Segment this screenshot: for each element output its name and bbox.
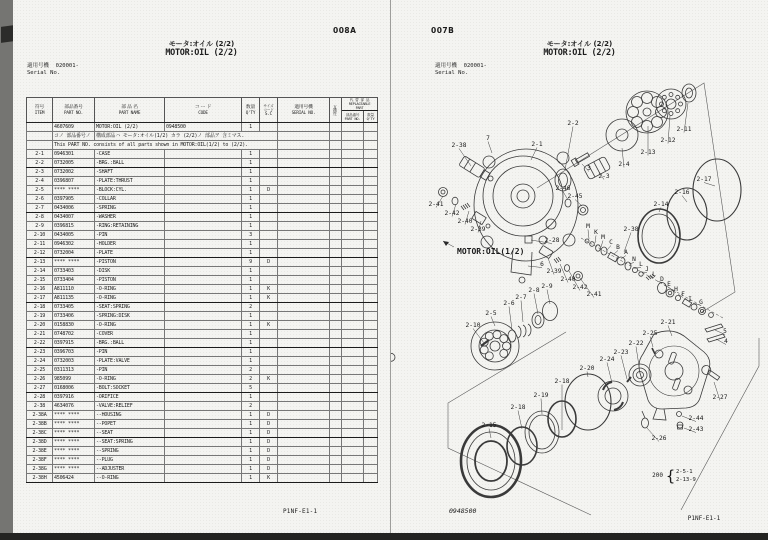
label-leader-line — [636, 347, 639, 367]
table-row: 2-25 0311313 -PIN 2 — [27, 366, 378, 375]
part-label: 2-42 — [572, 284, 588, 291]
part-label: 2-38 — [623, 226, 639, 233]
table-row: コノ 部品番号ノ 構成部品ハ モータ:オイル(1/2) カラ (2/2)ノ 部品ヲ 含ミマス. — [27, 132, 378, 141]
table-row: This PART NO. consists of all parts shown in MOTOR:OIL(1/2) to (2/2). — [27, 141, 378, 150]
col-interchangeability: 互換性 — [330, 98, 342, 123]
table-row: 2-38E **** **** --SPRING 1 D — [27, 447, 378, 456]
part-label: 2-16 — [674, 189, 690, 196]
part-label: 2-20 — [579, 365, 595, 372]
part-label: 5 — [723, 328, 727, 335]
table-row: 2-13 **** **** -PISTON 9 D — [27, 258, 378, 267]
table-row: 2-19 0733406 -SPRING:DISK 1 — [27, 312, 378, 321]
part-label: 7 — [486, 135, 490, 142]
part-label: J — [645, 266, 649, 273]
table-row: 2-38F **** **** --PLUG 1 D — [27, 456, 378, 465]
part-label: N — [632, 256, 636, 263]
valve-internals-drawing — [581, 238, 723, 318]
table-row: 2-2 0732005 -BRG.:BALL 1 — [27, 159, 378, 168]
shaft-parts-drawing — [555, 119, 638, 191]
part-label: K — [594, 229, 598, 236]
part-label: 2-39 — [470, 226, 486, 233]
part-label: 2-18 — [554, 378, 570, 385]
large-orings-drawing — [638, 159, 741, 263]
serial-label-en: Serial No. — [435, 70, 469, 76]
table-row: 2-5 **** **** -BLOCK:CYL. 1 D — [27, 186, 378, 195]
note-prefix: 200 — [652, 472, 663, 479]
part-label: 2-4 — [618, 161, 630, 168]
part-label: I — [688, 296, 692, 303]
parts-table-body — [27, 123, 378, 483]
table-row: 2-23 0396703 -PIN 1 — [27, 348, 378, 357]
note-200 — [652, 467, 696, 485]
serial-label-jp: 適用号機 — [27, 63, 50, 69]
cover-drawing — [639, 324, 725, 429]
part-label: 2-38 — [451, 142, 467, 149]
table-row: 2-10 0434005 -PIN 3 — [27, 231, 378, 240]
table-row: 2-4 0396807 -PLATE:THRUST 1 — [27, 177, 378, 186]
part-label: 2-40 — [560, 276, 576, 283]
label-leader-line — [575, 200, 582, 207]
part-label: 2-24 — [599, 356, 615, 363]
part-label: 2-18 — [510, 404, 526, 411]
right-footer-code: P1NF-E1-1 — [687, 515, 721, 522]
label-leader-line — [518, 411, 522, 430]
frame-lines — [448, 83, 759, 515]
serial-value: 020001- — [55, 63, 79, 69]
drawing-number: 0948500 — [449, 507, 477, 515]
part-label: 2-5 — [485, 310, 497, 317]
part-label: 2-19 — [533, 392, 549, 399]
right-page — [390, 0, 768, 533]
label-leader-line — [534, 294, 538, 315]
label-leader-line — [601, 241, 603, 248]
part-label: 2-1 — [531, 141, 543, 148]
part-label: D — [660, 276, 664, 283]
label-leader-line — [489, 429, 491, 439]
part-label: L — [639, 261, 643, 268]
part-label: 2-10 — [465, 322, 481, 329]
label-leader-line — [521, 301, 523, 323]
cylinder-block-drawing — [391, 302, 558, 371]
table-row: 2-6 0397905 -COLLAR 1 — [27, 195, 378, 204]
label-leader-line — [595, 236, 596, 244]
col-size-code: サイズ コード S.C — [260, 98, 278, 123]
col-part-no: 部品番号 PART NO. — [53, 98, 95, 123]
note-line1: 2-5-1 — [676, 469, 693, 475]
right-title-en: MOTOR:OIL (2/2) — [543, 48, 616, 58]
diagram-labels — [429, 103, 729, 442]
part-label: 2-44 — [688, 415, 704, 422]
part-label: 2-42 — [444, 210, 460, 217]
part-label: 2-41 — [586, 291, 602, 298]
serial-label-jp: 適用号機 — [435, 63, 458, 69]
label-leader-line — [607, 363, 612, 384]
part-label: 2-26 — [651, 435, 667, 442]
left-page — [13, 0, 390, 533]
col-code: コ ー ド CODE — [165, 98, 242, 123]
table-row: 2-3 0732002 -SHAFT 1 — [27, 168, 378, 177]
part-label: 2-22 — [628, 340, 644, 347]
part-label: 2-39 — [546, 268, 562, 275]
col-item: 符号 ITEM — [27, 98, 53, 123]
table-row: 2-8 0434007 -WASHER 1 — [27, 213, 378, 222]
label-leader-line — [607, 246, 611, 251]
label-leader-line — [491, 317, 495, 327]
table-row: 2-20 0158830 -O-RING 1 K — [27, 321, 378, 330]
table-row: 2-38B **** **** --POPET 1 D — [27, 420, 378, 429]
label-leader-line — [459, 149, 471, 167]
part-label: 2-3 — [598, 173, 610, 180]
col-replaceable-part: 代 替 部 品 REPLACEABLE PART — [342, 98, 378, 111]
table-row: 2-7 0434006 -SPRING 1 — [27, 204, 378, 213]
part-label: 2-9 — [541, 283, 553, 290]
table-row: 2-38C **** **** --SEAT 1 D — [27, 429, 378, 438]
label-leader-line — [565, 127, 573, 171]
part-label: B — [616, 244, 620, 251]
label-leader-line — [704, 183, 715, 187]
parts-table-header — [27, 98, 378, 123]
left-footer-code: P1NF-E1-1 — [283, 508, 318, 515]
left-page-code: 008A — [333, 26, 357, 35]
col-repl-part-no: 部品番号 PART NO. — [342, 111, 364, 123]
table-row: 2-26 985099 -O-RING 2 K — [27, 375, 378, 384]
table-row: 2-14 0733403 -DISK 1 — [27, 267, 378, 276]
table-row: 2-28 0397916 -ORIFICE 1 — [27, 393, 378, 402]
part-label: 2-28 — [544, 237, 560, 244]
part-label: A — [624, 249, 628, 256]
label-leader-line — [682, 196, 687, 203]
label-leader-line — [541, 399, 542, 415]
part-label: C — [609, 239, 613, 246]
part-label: 2-15 — [481, 422, 497, 429]
part-label: 2-11 — [676, 126, 692, 133]
part-label: E — [667, 281, 671, 288]
exploded-diagram — [391, 0, 768, 533]
col-qty: 数量 Q'TY — [242, 98, 260, 123]
table-row: 2-16 A811110 -O-RING 1 K — [27, 285, 378, 294]
table-row: 2-9 0396815 -RING:RETAINING 1 — [27, 222, 378, 231]
right-title-jp: モータ:オイル (2/2) — [546, 40, 613, 48]
left-serial-block — [27, 63, 79, 77]
serial-label-en: Serial No. — [27, 70, 61, 76]
label-leader-line — [588, 230, 589, 240]
page-bottom-edge — [0, 533, 768, 540]
part-label: 2-6 — [503, 300, 515, 307]
col-repl-qty: 数量 Q'TY — [364, 111, 378, 123]
table-row: 2-38A **** **** --HOUSING 1 D — [27, 411, 378, 420]
part-label: 2-8 — [528, 287, 540, 294]
part-label: M — [601, 234, 605, 241]
part-label: 2-17 — [696, 176, 712, 183]
left-title-en: MOTOR:OIL (2/2) — [165, 48, 238, 58]
parts-table — [26, 97, 378, 483]
table-row: 2-15 0733404 -PISTON 1 — [27, 276, 378, 285]
part-label: 4 — [724, 338, 728, 345]
label-leader-line — [614, 251, 618, 255]
table-row: 2-21 0748702 -COVER 1 — [27, 330, 378, 339]
table-row: 2-11 0946302 -HOLDER 1 — [27, 240, 378, 249]
left-title-jp: モータ:オイル (2/2) — [168, 40, 235, 48]
part-label: 2-14 — [653, 201, 669, 208]
part-label: 2-46 — [555, 185, 571, 192]
part-label: 2-12 — [660, 137, 676, 144]
part-label: 2-27 — [712, 394, 728, 401]
part-label: F — [681, 291, 685, 298]
table-row: 2-24 0732003 -PLATE:VALVE 1 — [27, 357, 378, 366]
col-part-name: 部 品 名 PART NAME — [95, 98, 165, 123]
right-page-code: 007B — [431, 26, 455, 35]
table-row: 2-1 0946301 -CASE 1 — [27, 150, 378, 159]
col-serial-no: 適用号機 SERIAL NO. — [278, 98, 330, 123]
part-label: 2-40 — [457, 218, 473, 225]
inline-ref-text: MOTOR:OIL(1/2) — [457, 247, 525, 256]
note-line2: 2-13-9 — [676, 477, 696, 483]
table-row: 2-17 A811135 -O-RING 1 K — [27, 294, 378, 303]
note-brace: { — [666, 467, 676, 485]
part-label: 2-7 — [515, 294, 527, 301]
part-label: H — [674, 286, 678, 293]
part-label: 2-43 — [688, 426, 704, 433]
table-row: 2-38D **** **** --SEAT:SPRING 1 D — [27, 438, 378, 447]
part-label: 2-41 — [428, 201, 444, 208]
part-label: L — [652, 271, 656, 278]
part-label: 2-25 — [642, 330, 658, 337]
part-label: 3 — [587, 165, 591, 172]
table-row: 2-22 0397915 -BRG.:BALL 1 — [27, 339, 378, 348]
table-row: 2-38H 4506424 --O-RING 1 K — [27, 474, 378, 483]
part-label: 2-23 — [613, 349, 629, 356]
table-row: 2-27 0168006 -BOLT:SOCKET 5 — [27, 384, 378, 393]
part-label: 6 — [540, 261, 544, 268]
part-label: 2-21 — [660, 319, 676, 326]
part-label: 2-45 — [567, 193, 583, 200]
label-leader-line — [488, 142, 492, 154]
table-row: 2-12 0732004 -PLATE 1 — [27, 249, 378, 258]
part-label: G — [699, 299, 703, 306]
binder-strip — [0, 0, 13, 540]
part-label: 2-2 — [567, 120, 579, 127]
part-label: 2-13 — [640, 149, 656, 156]
table-row: 2-18 0733405 -SEAT:SPRING 2 — [27, 303, 378, 312]
table-row: 2-38 4634076 -VALVE:RELIEF 2 — [27, 402, 378, 411]
serial-value: 020001- — [463, 63, 487, 69]
motor-oil-1-2-ref — [443, 241, 524, 256]
table-row: 2-38G **** **** --ADJUSTER 1 D — [27, 465, 378, 474]
label-leader-line — [621, 356, 627, 380]
table-row: 4607609 MOTOR:OIL (2/2) 0948500 1 — [27, 123, 378, 132]
part-label: M — [586, 223, 590, 230]
